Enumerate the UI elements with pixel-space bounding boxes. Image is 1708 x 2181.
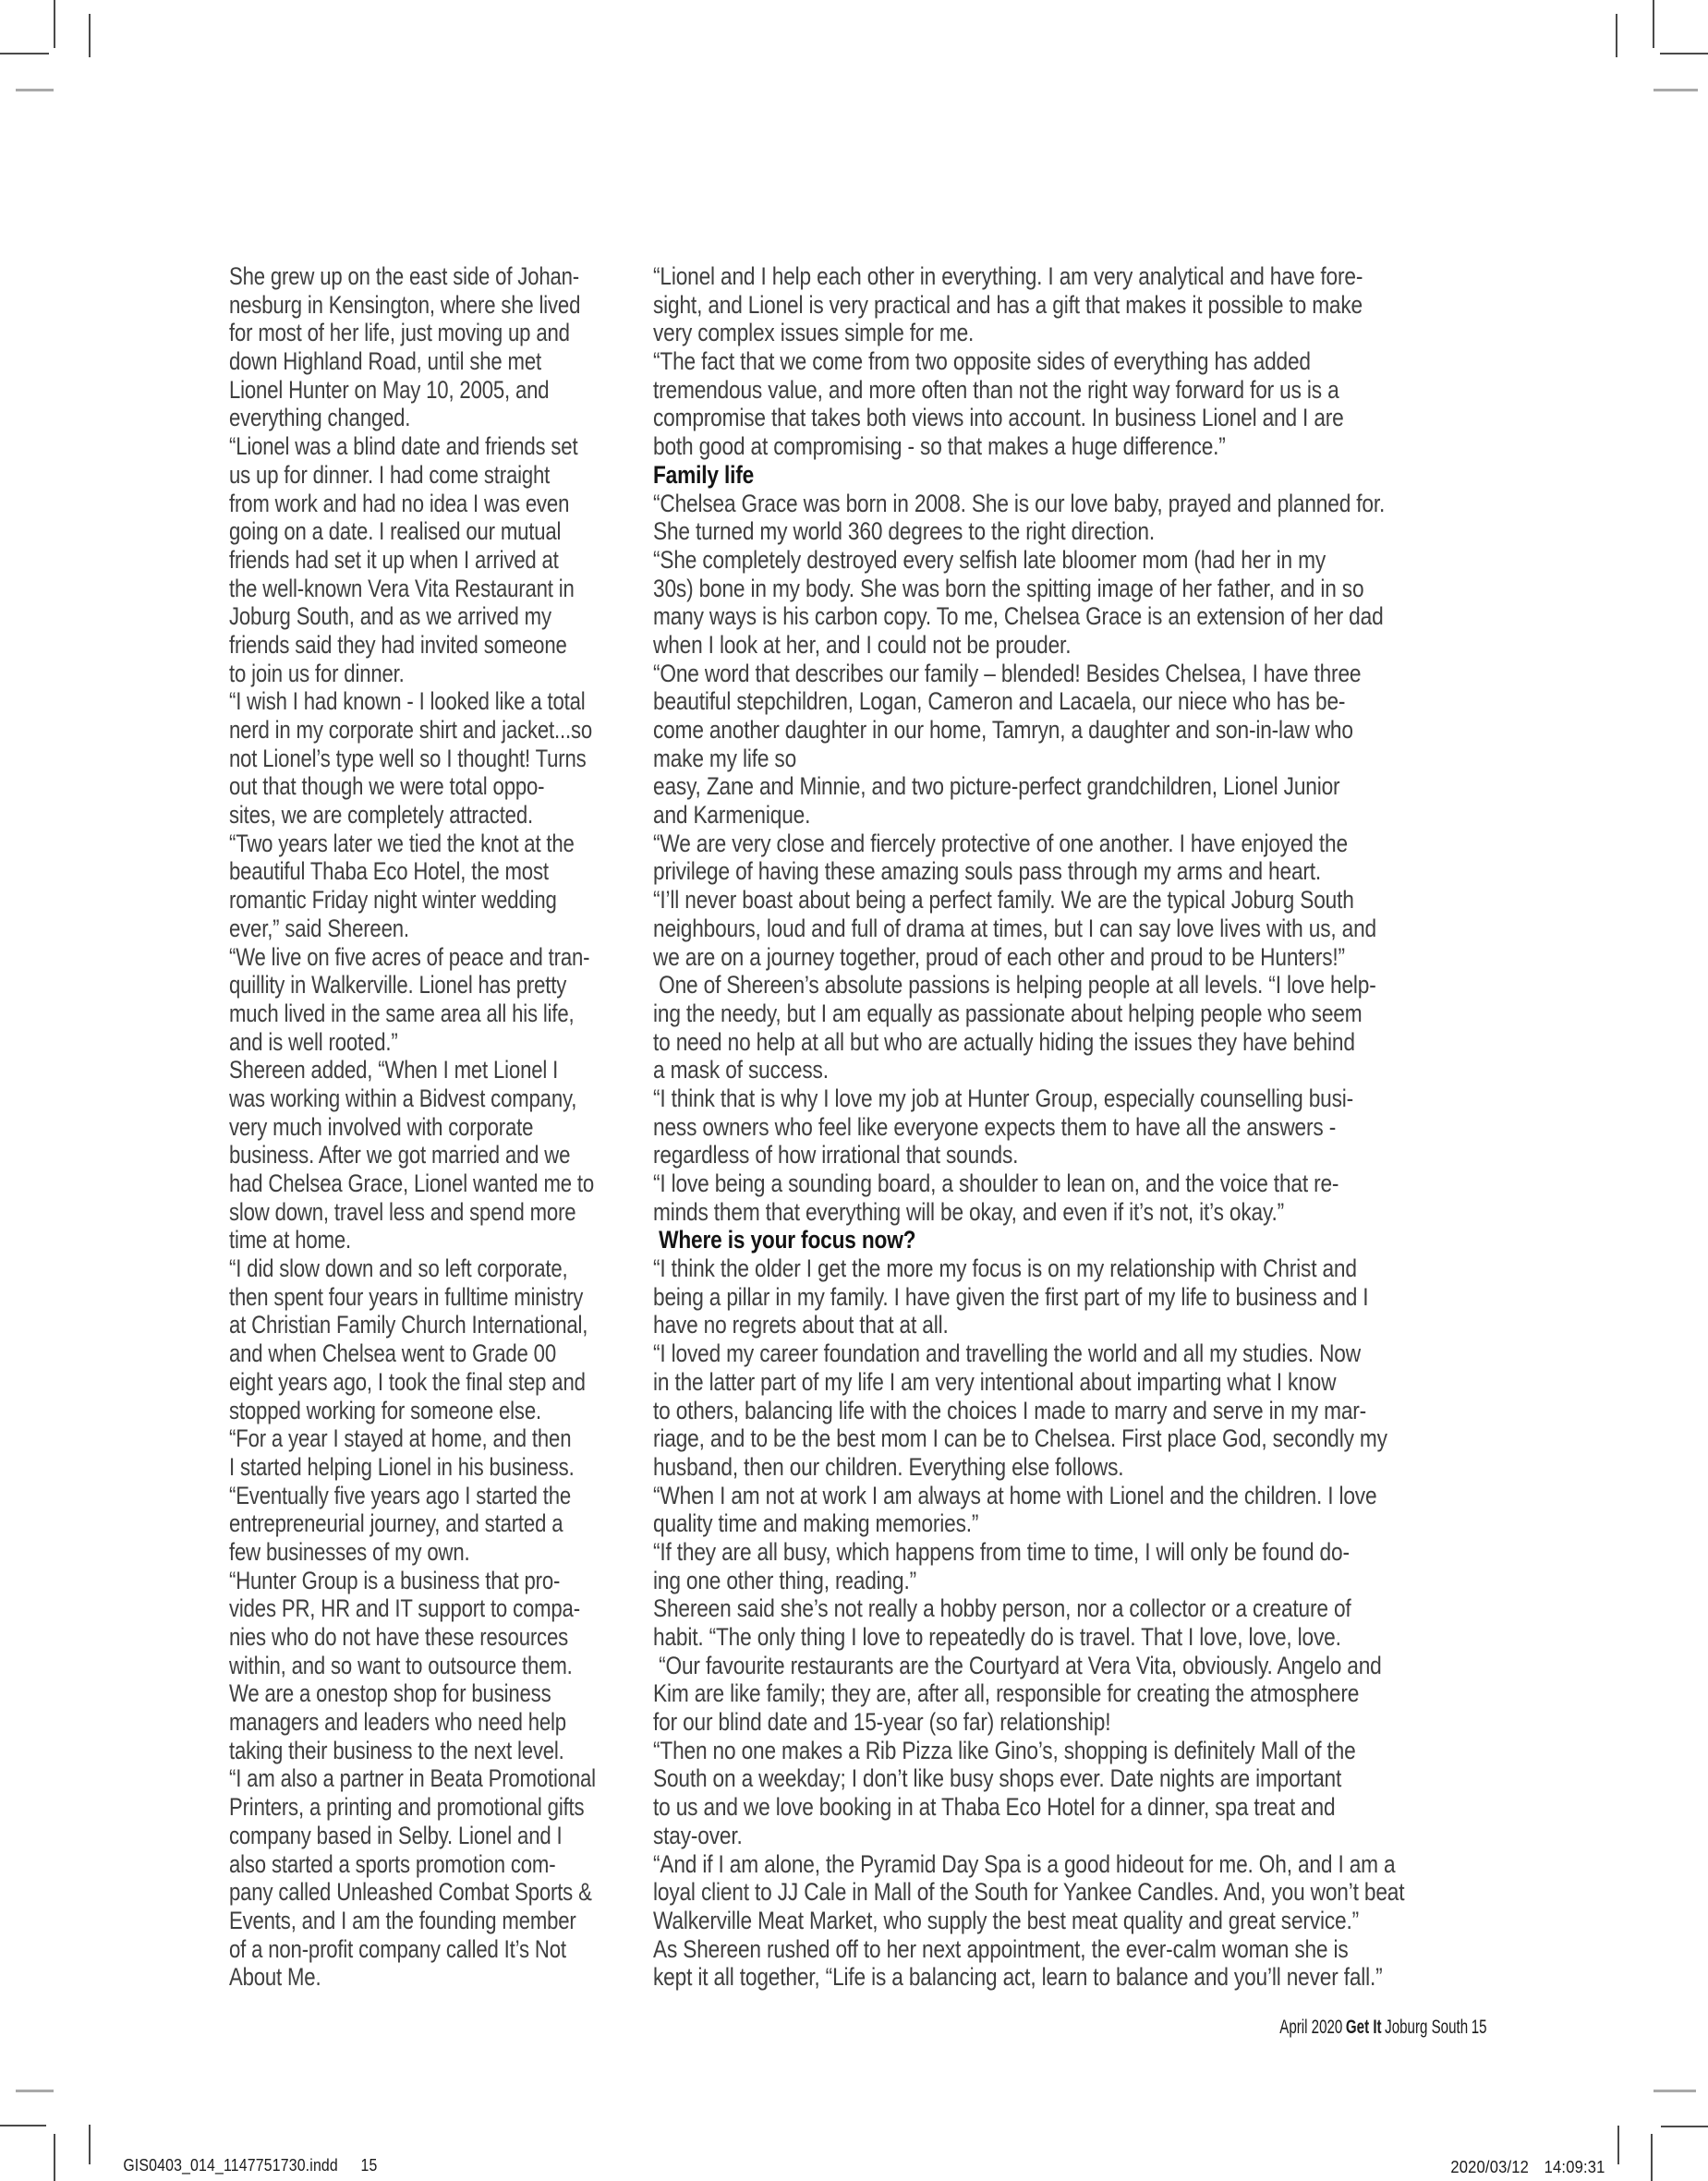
text-line: many ways is his carbon copy. To me, Chelsea Grace is an extension of her dad <box>653 602 1384 631</box>
crop-mark-top-right-horizontal <box>1660 53 1708 55</box>
registration-dash-bottom-left <box>16 2090 54 2092</box>
text-line: habit. “The only thing I love to repeatedly do is travel. That I love, love, love. <box>653 1623 1341 1651</box>
text-line: managers and leaders who need help <box>229 1708 566 1737</box>
text-line: tremendous value, and more often than not the right way forward for us is a <box>653 375 1339 404</box>
crop-mark-bottom-right-horizontal <box>1661 2126 1708 2127</box>
text-line: us up for dinner. I had come straight <box>229 460 551 489</box>
text-line: much lived in the same area all his life, <box>229 999 575 1027</box>
text-line: “Lionel was a blind date and friends set <box>229 432 578 461</box>
section-heading: Family life <box>653 460 755 489</box>
crop-mark-top-right-vertical <box>1653 0 1654 48</box>
crop-mark-bottom-left-vertical <box>54 2134 55 2181</box>
text-line: Lionel Hunter on May 10, 2005, and <box>229 375 550 404</box>
footer-region: Joburg South <box>1385 2017 1469 2038</box>
text-line: “Lionel and I help each other in everything. I am very analytical and have fore- <box>653 262 1363 290</box>
text-line: to join us for dinner. <box>229 659 405 687</box>
text-line: One of Shereen’s absolute passions is helping people at all levels. “I love help- <box>653 971 1376 1000</box>
text-line: “For a year I stayed at home, and then <box>229 1424 572 1453</box>
text-line: had Chelsea Grace, Lionel wanted me to <box>229 1169 594 1197</box>
crop-mark-bottom-left-inner <box>89 2125 91 2164</box>
text-line: going on a date. I realised our mutual <box>229 517 562 546</box>
text-line: “I am also a partner in Beata Promotional <box>229 1764 596 1793</box>
print-time: 14:09:31 <box>1544 2158 1605 2176</box>
text-line: eight years ago, I took the final step and <box>229 1367 586 1396</box>
text-line: stopped working for someone else. <box>229 1396 541 1424</box>
text-line: easy, Zane and Minnie, and two picture-perfect grandchildren, Lionel Junior <box>653 772 1340 801</box>
text-line: time at home. <box>229 1226 352 1254</box>
text-line: ness owners who feel like everyone expects them to have all the answers - <box>653 1112 1337 1141</box>
text-line: down Highland Road, until she met <box>229 347 541 376</box>
text-line: taking their business to the next level. <box>229 1736 564 1764</box>
crop-mark-top-left-horizontal <box>0 53 49 55</box>
text-line: vides PR, HR and IT support to compa- <box>229 1594 580 1623</box>
text-line: not Lionel’s type well so I thought! Turns <box>229 744 587 772</box>
text-line: Shereen added, “When I met Lionel I <box>229 1056 559 1084</box>
print-date: 2020/03/12 <box>1450 2158 1530 2176</box>
right-column <box>653 262 1491 1992</box>
text-line: then spent four years in fulltime ministry <box>229 1282 584 1311</box>
text-line: at Christian Family Church International, <box>229 1311 588 1339</box>
text-line: quillity in Walkerville. Lionel has pretty <box>229 971 567 1000</box>
text-line: “I think that is why I love my job at Hunter Group, especially counselling busi- <box>653 1084 1354 1112</box>
text-line: nesburg in Kensington, where she lived <box>229 290 581 319</box>
text-line: Printers, a printing and promotional gifts <box>229 1793 585 1822</box>
text-line: “I love being a sounding board, a shoulder to lean on, and the voice that re- <box>653 1169 1339 1197</box>
text-line: stay-over. <box>653 1821 743 1849</box>
text-line: privilege of having these amazing souls pass through my arms and heart. <box>653 857 1322 886</box>
text-line: beautiful stepchildren, Logan, Cameron and Lacaela, our niece who has be- <box>653 687 1346 716</box>
text-line: quality time and making memories.” <box>653 1509 979 1538</box>
text-line: We are a onestop shop for business <box>229 1679 551 1708</box>
text-line: I started helping Lionel in his business. <box>229 1452 575 1481</box>
text-line: sites, we are completely attracted. <box>229 801 533 830</box>
text-line: “And if I am alone, the Pyramid Day Spa is a good hideout for me. Oh, and I am a <box>653 1849 1396 1878</box>
text-line: “Then no one makes a Rib Pizza like Gino’s, shopping is definitely Mall of the <box>653 1736 1356 1764</box>
text-line: ing the needy, but I am equally as passionate about helping people who seem <box>653 999 1363 1027</box>
crop-mark-top-left-inner <box>89 14 91 57</box>
registration-dash-top-left <box>16 89 54 91</box>
text-line: have no regrets about that at all. <box>653 1311 949 1339</box>
text-line: romantic Friday night winter wedding <box>229 886 557 915</box>
text-line: “One word that describes our family – blended! Besides Chelsea, I have three <box>653 659 1362 687</box>
text-line: 30s) bone in my body. She was born the spitting image of her father, and in so <box>653 574 1364 602</box>
text-line: ing one other thing, reading.” <box>653 1566 916 1594</box>
text-line: compromise that takes both views into account. In business Lionel and I are <box>653 404 1344 432</box>
text-line: South on a weekday; I don’t like busy shops ever. Date nights are important <box>653 1764 1342 1793</box>
footer-page-number: 15 <box>1472 2017 1487 2038</box>
text-line: friends had set it up when I arrived at <box>229 545 559 574</box>
text-line: “When I am not at work I am always at home with Lionel and the children. I love <box>653 1481 1377 1509</box>
text-line: friends said they had invited someone <box>229 630 567 659</box>
text-line: in the latter part of my life I am very intentional about imparting what I know <box>653 1367 1337 1396</box>
text-line: few businesses of my own. <box>229 1537 470 1566</box>
text-line: we are on a journey together, proud of each other and proud to be Hunters!” <box>653 942 1345 971</box>
text-line: very complex issues simple for me. <box>653 319 975 347</box>
text-line: to need no help at all but who are actually hiding the issues they have behind <box>653 1027 1355 1056</box>
text-line: “She completely destroyed every selfish late bloomer mom (had her in my <box>653 545 1326 574</box>
crop-mark-top-left-vertical <box>54 0 55 48</box>
print-file-name: GIS0403_014_1147751730.indd <box>123 2156 338 2175</box>
text-line: very much involved with corporate <box>229 1112 534 1141</box>
text-line: “I did slow down and so left corporate, <box>229 1254 568 1283</box>
text-line: when I look at her, and I could not be prouder. <box>653 630 1072 659</box>
text-line: “I wish I had known - I looked like a total <box>229 687 586 716</box>
text-line: come another daughter in our home, Tamryn, a daughter and son-in-law who <box>653 716 1353 744</box>
text-line: nies who do not have these resources <box>229 1623 569 1651</box>
text-line: “Two years later we tied the knot at the <box>229 829 575 857</box>
text-line: nerd in my corporate shirt and jacket...so <box>229 716 593 744</box>
text-line: ever,” said Shereen. <box>229 914 409 942</box>
page-footer <box>1280 2017 1487 2039</box>
text-line: sight, and Lionel is very practical and has a gift that makes it possible to make <box>653 290 1363 319</box>
text-line: also started a sports promotion com- <box>229 1849 556 1878</box>
text-line: and when Chelsea went to Grade 00 <box>229 1339 556 1368</box>
text-line: “Hunter Group is a business that pro- <box>229 1566 561 1594</box>
text-line: make my life so <box>653 744 797 772</box>
text-line: minds them that everything will be okay, and even if it’s not, it’s okay.” <box>653 1197 1285 1226</box>
text-line: a mask of success. <box>653 1056 829 1084</box>
footer-brand: Get It <box>1346 2017 1383 2038</box>
text-line: to us and we love booking in at Thaba Eco Hotel for a dinner, spa treat and <box>653 1793 1336 1822</box>
print-slug-left <box>106 2137 378 2181</box>
text-line: was working within a Bidvest company, <box>229 1084 577 1112</box>
text-line: riage, and to be the best mom I can be to Chelsea. First place God, secondly my <box>653 1424 1387 1453</box>
text-line: everything changed. <box>229 404 411 432</box>
text-line: Kim are like family; they are, after all, responsible for creating the atmosphere <box>653 1679 1360 1708</box>
text-line: She grew up on the east side of Johan- <box>229 262 580 290</box>
text-line: to others, balancing life with the choices I made to marry and serve in my mar- <box>653 1396 1367 1424</box>
text-line: company based in Selby. Lionel and I <box>229 1821 563 1849</box>
registration-dash-top-right <box>1653 89 1698 91</box>
section-heading: Where is your focus now? <box>653 1226 916 1254</box>
text-line: beautiful Thaba Eco Hotel, the most <box>229 857 549 886</box>
text-line: Events, and I am the founding member <box>229 1906 576 1934</box>
text-line: entrepreneurial journey, and started a <box>229 1509 563 1538</box>
text-line: and Karmenique. <box>653 801 811 830</box>
text-line: out that though we were total oppo- <box>229 772 545 801</box>
text-line: “Eventually five years ago I started the <box>229 1481 572 1509</box>
text-line: kept it all together, “Life is a balancing act, learn to balance and you’ll never fall.” <box>653 1963 1383 1992</box>
text-line: “We are very close and fiercely protective of one another. I have enjoyed the <box>653 829 1348 857</box>
print-page-number: 15 <box>360 2156 378 2175</box>
text-line: the well-known Vera Vita Restaurant in <box>229 574 575 602</box>
crop-mark-bottom-right-inner <box>1617 2126 1619 2164</box>
text-line: regardless of how irrational that sounds. <box>653 1141 1019 1169</box>
text-line: business. After we got married and we <box>229 1141 571 1169</box>
text-line: both good at compromising - so that makes a huge difference.” <box>653 432 1226 461</box>
text-line: “The fact that we come from two opposite sides of everything has added <box>653 347 1311 376</box>
print-slug-right <box>1434 2139 1605 2181</box>
text-line: “I loved my career foundation and travelling the world and all my studies. Now <box>653 1339 1361 1368</box>
text-line: “We live on five acres of peace and tran- <box>229 942 590 971</box>
text-line: About Me. <box>229 1963 321 1992</box>
text-line: Walkerville Meat Market, who supply the best meat quality and great service.” <box>653 1906 1359 1934</box>
text-line: of a non-profit company called It’s Not <box>229 1934 566 1963</box>
footer-issue: April 2020 <box>1279 2017 1343 2038</box>
text-line: “If they are all busy, which happens from time to time, I will only be found do- <box>653 1537 1350 1566</box>
text-line: pany called Unleashed Combat Sports & <box>229 1878 592 1907</box>
text-line: Shereen said she’s not really a hobby person, nor a collector or a creature of <box>653 1594 1351 1623</box>
text-line: husband, then our children. Everything else follows. <box>653 1452 1124 1481</box>
text-line: for our blind date and 15-year (so far) relationship! <box>653 1708 1111 1737</box>
crop-mark-bottom-right-vertical <box>1651 2134 1653 2181</box>
text-line: She turned my world 360 degrees to the right direction. <box>653 517 1155 546</box>
text-line: “I think the older I get the more my focus is on my relationship with Christ and <box>653 1254 1357 1283</box>
text-line: “Our favourite restaurants are the Courtyard at Vera Vita, obviously. Angelo and <box>653 1651 1382 1679</box>
text-line: neighbours, loud and full of drama at times, but I can say love lives with us, and <box>653 914 1376 942</box>
text-line: As Shereen rushed off to her next appointment, the ever-calm woman she is <box>653 1934 1349 1963</box>
text-line: for most of her life, just moving up and <box>229 319 570 347</box>
crop-mark-top-right-inner <box>1616 14 1617 57</box>
text-line: slow down, travel less and spend more <box>229 1197 576 1226</box>
registration-dash-bottom-right <box>1653 2090 1696 2092</box>
text-line: “Chelsea Grace was born in 2008. She is our love baby, prayed and planned for. <box>653 489 1386 517</box>
text-line: from work and had no idea I was even <box>229 489 570 517</box>
text-line: being a pillar in my family. I have given the first part of my life to business and I <box>653 1282 1369 1311</box>
text-line: Joburg South, and as we arrived my <box>229 602 551 631</box>
crop-mark-bottom-left-horizontal <box>0 2125 46 2126</box>
text-line: “I’ll never boast about being a perfect family. We are the typical Joburg South <box>653 886 1354 915</box>
text-line: within, and so want to outsource them. <box>229 1651 573 1679</box>
left-column <box>229 262 612 1992</box>
text-line: loyal client to JJ Cale in Mall of the South for Yankee Candles. And, you won’t beat <box>653 1878 1405 1907</box>
text-line: and is well rooted.” <box>229 1027 398 1056</box>
